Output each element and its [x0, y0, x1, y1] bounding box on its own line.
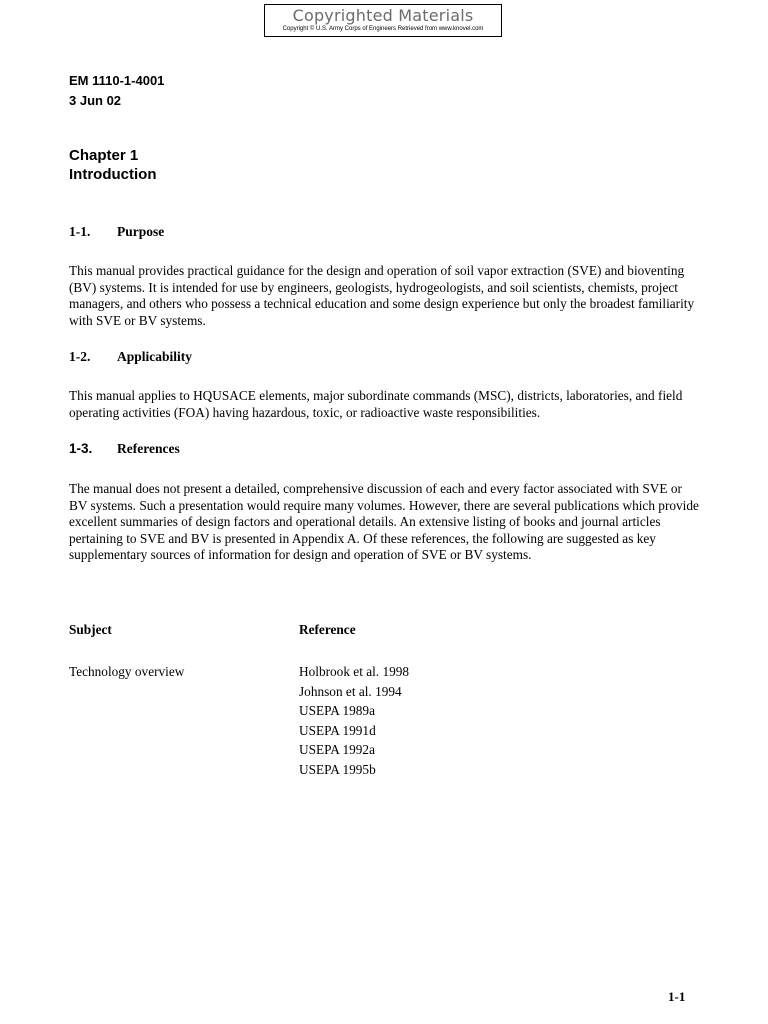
section-body-applicability: This manual applies to HQUSACE elements, major subordinate commands (MSC), districts, laboratories, and field operating activities (FOA) having hazardous, toxic, or radioactive waste responsibilities. [69, 388, 683, 420]
section-title: Purpose [117, 224, 165, 239]
header-reference: Reference [299, 622, 356, 637]
section-title: References [117, 441, 180, 456]
section-heading-applicability [69, 348, 192, 365]
row-subject: Technology overview [69, 664, 185, 679]
section-heading-purpose [69, 223, 164, 240]
stamp-subtitle: Copyright © U.S. Army Corps of Engineers Retrieved from www.knovel.com [282, 26, 484, 32]
chapter-heading [69, 146, 156, 184]
reference-item: USEPA 1992a [299, 742, 375, 758]
section-title: Applicability [117, 349, 193, 364]
reference-list [299, 662, 409, 780]
chapter-title: Introduction [69, 166, 157, 183]
section-body-purpose: This manual provides practical guidance for the design and operation of soil vapor extraction (SVE) and bioventing (BV) systems. It is intended for use by engineers, geologists, hydrogeologists, and soil scientists, chemists, project managers, and others who possess a technical education and some design experience but only the broadest familiarity with SVE or BV systems. [69, 263, 695, 328]
doc-date: 3 Jun 02 [69, 93, 122, 108]
reference-item: USEPA 1995b [299, 761, 376, 777]
reference-item: Holbrook et al. 1998 [299, 664, 410, 679]
section-body-references: The manual does not present a detailed, comprehensive discussion of each and every factor associated with SVE or BV systems. Such a presentation would require many volumes. However, there are several publications which provide excellent summaries of design factors and operational details. An extensive listing of books and journal articles pertaining to SVE and BV is presented in Appendix A. Of these references, the following are suggested as key supplementary sources of information for design and operation of SVE or BV systems. [69, 481, 699, 562]
header-subject: Subject [69, 622, 112, 637]
doc-number: EM 1110-1-4001 [69, 73, 165, 88]
reference-item: USEPA 1989a [299, 703, 375, 719]
section-number: 1-2. [69, 349, 91, 364]
chapter-label: Chapter 1 [69, 147, 139, 164]
copyright-stamp [264, 4, 502, 37]
section-number: 1-3. [69, 441, 93, 456]
reference-table [69, 622, 669, 777]
section-heading-references [69, 440, 180, 457]
reference-item: USEPA 1991d [299, 722, 376, 738]
stamp-title: Copyrighted Materials [292, 6, 474, 25]
table-header [69, 622, 669, 640]
reference-item: Johnson et al. 1994 [299, 683, 402, 699]
page-number: 1-1 [668, 989, 686, 1004]
document-header [69, 71, 164, 111]
section-number: 1-1. [69, 224, 91, 239]
